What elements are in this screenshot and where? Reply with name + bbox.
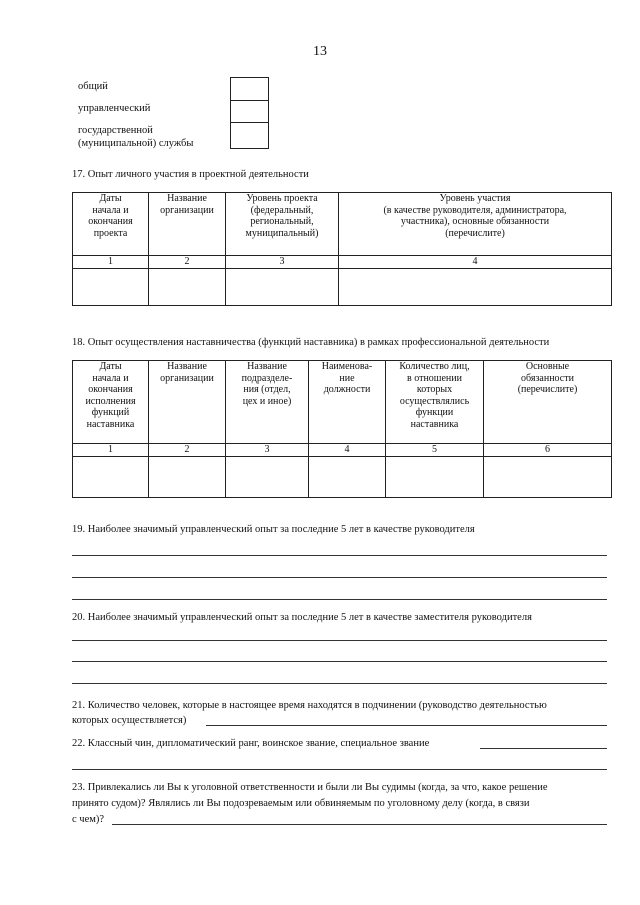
q22-answer-line[interactable] bbox=[480, 748, 607, 749]
q18-header-duties: Основные обязанности (перечислите) bbox=[484, 361, 612, 444]
q19-title: 19. Наиболее значимый управленческий опыт за последние 5 лет в качестве руководителя bbox=[72, 524, 475, 535]
q18-col-number: 5 bbox=[386, 444, 484, 457]
q18-cell-mentees-count[interactable] bbox=[386, 457, 484, 498]
q18-header-position: Наименова- ние должности bbox=[309, 361, 386, 444]
service-type-general-box[interactable] bbox=[230, 77, 269, 101]
q17-cell-organization[interactable] bbox=[149, 269, 226, 306]
q18-header-organization: Название организации bbox=[149, 361, 226, 444]
q17-col-number: 2 bbox=[149, 256, 226, 269]
q20-answer-line[interactable] bbox=[72, 661, 607, 662]
q17-number-row bbox=[73, 256, 612, 269]
service-type-managerial-box[interactable] bbox=[230, 100, 269, 123]
q18-header-department: Название подразделе- ния (отдел, цех и иное) bbox=[226, 361, 309, 444]
q21-line1: 21. Количество человек, которые в настоящее время находятся в подчинении (руководство деятельностью bbox=[72, 700, 547, 711]
q17-col-number: 1 bbox=[73, 256, 149, 269]
q18-title: 18. Опыт осуществления наставничества (функций наставника) в рамках профессиональной деятельности bbox=[72, 337, 550, 348]
service-type-general-label: общий bbox=[78, 81, 108, 92]
q23-line3: с чем)? bbox=[72, 814, 105, 825]
q17-cell-dates[interactable] bbox=[73, 269, 149, 306]
q17-title: 17. Опыт личного участия в проектной деятельности bbox=[72, 169, 309, 180]
q17-col-number: 3 bbox=[226, 256, 339, 269]
q18-col-number: 1 bbox=[73, 444, 149, 457]
page-number: 13 bbox=[313, 44, 327, 59]
q20-title: 20. Наиболее значимый управленческий опыт за последние 5 лет в качестве заместителя руководителя bbox=[72, 612, 532, 623]
q19-answer-line[interactable] bbox=[72, 555, 607, 556]
q18-number-row bbox=[73, 444, 612, 457]
q18-table bbox=[72, 360, 612, 498]
q18-cell-dates[interactable] bbox=[73, 457, 149, 498]
q18-col-number: 2 bbox=[149, 444, 226, 457]
q18-entry-row bbox=[73, 457, 612, 498]
q21-line2: которых осуществляется) bbox=[72, 715, 187, 726]
q18-col-number: 4 bbox=[309, 444, 386, 457]
q21-answer-line[interactable] bbox=[206, 725, 607, 726]
q17-table bbox=[72, 192, 612, 306]
q18-cell-organization[interactable] bbox=[149, 457, 226, 498]
q18-header-dates: Даты начала и окончания исполнения функций наставника bbox=[73, 361, 149, 444]
q17-cell-project-level[interactable] bbox=[226, 269, 339, 306]
service-type-state-box[interactable] bbox=[230, 122, 269, 149]
q18-header-mentees-count: Количество лиц, в отношении которых осуществлялись функции наставника bbox=[386, 361, 484, 444]
q19-answer-line[interactable] bbox=[72, 599, 607, 600]
q20-answer-line[interactable] bbox=[72, 640, 607, 641]
service-type-managerial-label: управленческий bbox=[78, 103, 151, 114]
q23-line1: 23. Привлекались ли Вы к уголовной ответственности и были ли Вы судимы (когда, за что, какое решение bbox=[72, 782, 548, 793]
q17-col-number: 4 bbox=[339, 256, 612, 269]
q17-header-organization: Название организации bbox=[149, 193, 226, 256]
q18-col-number: 6 bbox=[484, 444, 612, 457]
q18-col-number: 3 bbox=[226, 444, 309, 457]
q23-line2: принято судом)? Являлись ли Вы подозреваемым или обвиняемым по уголовному делу (когда, в связи bbox=[72, 798, 530, 809]
q20-answer-line[interactable] bbox=[72, 683, 607, 684]
q17-header-dates: Даты начала и окончания проекта bbox=[73, 193, 149, 256]
q18-cell-duties[interactable] bbox=[484, 457, 612, 498]
q17-header-project-level: Уровень проекта (федеральный, региональный, муниципальный) bbox=[226, 193, 339, 256]
q18-cell-department[interactable] bbox=[226, 457, 309, 498]
q22-answer-line[interactable] bbox=[72, 769, 607, 770]
service-type-state-label: государственной (муниципальной) службы bbox=[78, 125, 194, 149]
q17-cell-participation[interactable] bbox=[339, 269, 612, 306]
q18-cell-position[interactable] bbox=[309, 457, 386, 498]
q17-header-participation: Уровень участия (в качестве руководителя, администратора, участника), основные обязанности (перечислите) bbox=[339, 193, 612, 256]
q17-entry-row bbox=[73, 269, 612, 306]
q18-header-row bbox=[73, 361, 612, 444]
q23-answer-line[interactable] bbox=[112, 824, 607, 825]
q22-title: 22. Классный чин, дипломатический ранг, воинское звание, специальное звание bbox=[72, 738, 430, 749]
q19-answer-line[interactable] bbox=[72, 577, 607, 578]
q17-header-row bbox=[73, 193, 612, 256]
